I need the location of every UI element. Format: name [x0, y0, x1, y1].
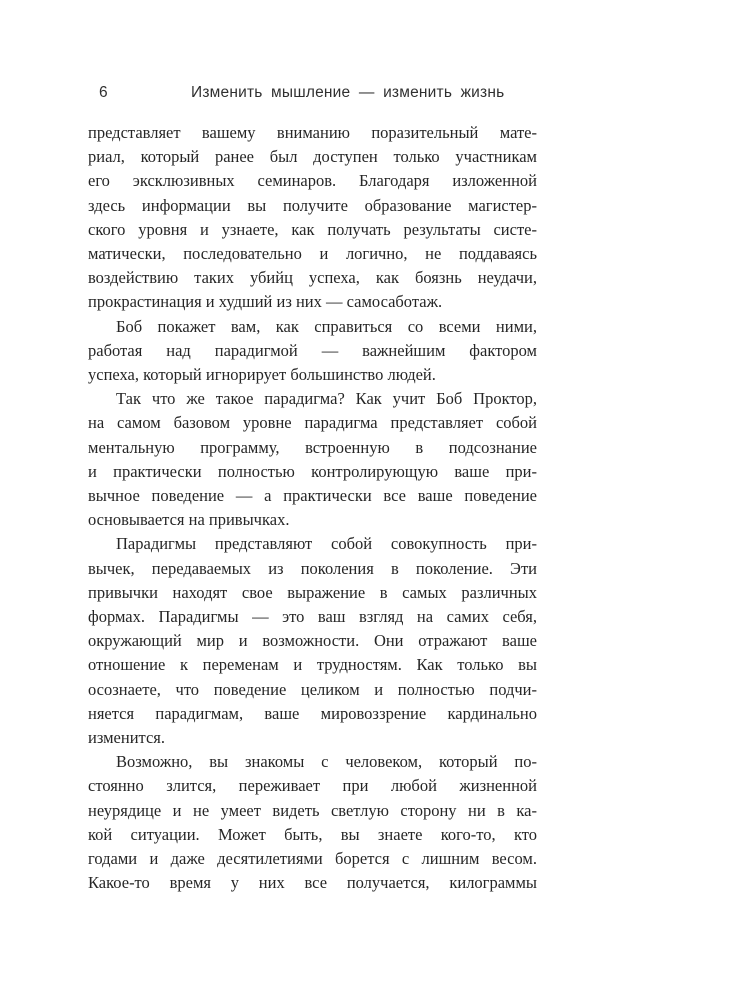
text-line: кой ситуации. Может быть, вы знаете кого-то, кто	[88, 824, 537, 844]
text-line: вычное поведение — а практически все ваше поведение	[88, 486, 537, 506]
page-header	[88, 84, 537, 102]
text-line: вычек, передаваемых из поколения в поколение. Эти	[88, 558, 537, 578]
text-line: его эксклюзивных семинаров. Благодаря изложенной	[88, 171, 537, 191]
text-line: Возможно, вы знакомы с человеком, который по-	[116, 752, 537, 772]
body-text	[88, 121, 537, 896]
text-line: риал, который ранее был доступен только участникам	[88, 147, 537, 167]
text-line: Парадигмы представляют собой совокупность при-	[116, 534, 537, 554]
text-line: успеха, который игнорирует большинство людей.	[88, 365, 436, 385]
text-line: ского уровня и узнаете, как получать результаты систе-	[88, 219, 537, 239]
text-line: годами и даже десятилетиями борется с лишним весом.	[88, 849, 537, 869]
text-line: представляет вашему вниманию поразительный мате-	[88, 123, 537, 142]
text-line: изменится.	[88, 728, 165, 748]
text-line: воздействию таких убийц успеха, как боязнь неудачи,	[88, 268, 537, 288]
text-line: здесь информации вы получите образование магистер-	[88, 195, 537, 215]
text-line: работая над парадигмой — важнейшим фактором	[88, 340, 537, 360]
text-line: няется парадигмам, ваше мировоззрение кардинально	[88, 703, 537, 723]
text-line: матически, последовательно и логично, не поддаваясь	[88, 244, 537, 264]
text-line: и практически полностью контролирующую ваше при-	[88, 461, 537, 481]
text-line: осознаете, что поведение целиком и полностью подчи-	[88, 679, 537, 699]
text-line: окружающий мир и возможности. Они отражают ваше	[88, 631, 537, 651]
text-line: прокрастинация и худший из них — самосаботаж.	[88, 292, 443, 312]
text-line: привычки находят свое выражение в самых различных	[88, 582, 537, 602]
text-line: Какое-то время у них все получается, килограммы	[88, 873, 537, 893]
page-number: 6	[99, 84, 108, 101]
text-line: неурядице и не умеет видеть светлую сторону ни в ка-	[88, 800, 537, 820]
text-line: Боб покажет вам, как справиться со всеми ними,	[116, 316, 537, 336]
text-line: на самом базовом уровне парадигма представляет собой	[88, 413, 537, 433]
text-line: основывается на привычках.	[88, 510, 290, 530]
text-block	[88, 84, 537, 896]
text-line: ментальную программу, встроенную в подсознание	[88, 437, 537, 457]
text-line: стоянно злится, переживает при любой жизненной	[88, 776, 537, 796]
text-line: отношение к переменам и трудностям. Как только вы	[88, 655, 537, 675]
text-line: Так что же такое парадигма? Как учит Боб Проктор,	[116, 389, 537, 409]
text-line: формах. Парадигмы — это ваш взгляд на самих себя,	[88, 607, 537, 627]
running-title: Изменить мышление — изменить жизнь	[191, 84, 505, 101]
